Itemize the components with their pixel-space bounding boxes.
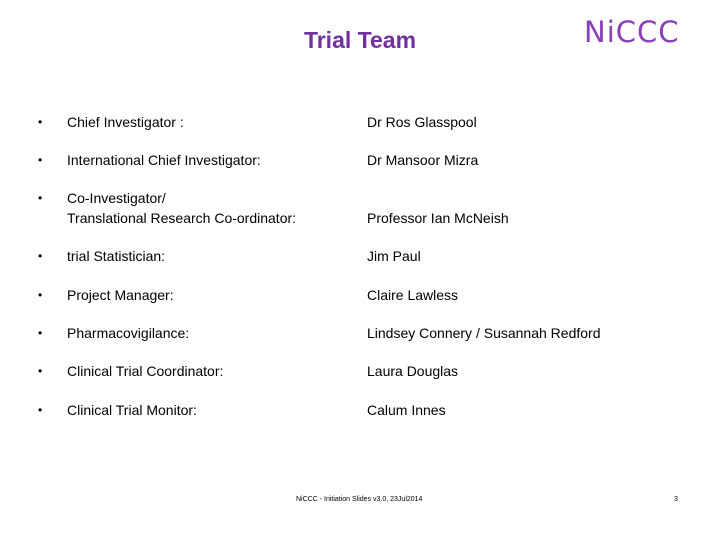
bullet-icon: •: [38, 326, 43, 340]
team-row-clinical-trial-coordinator: [0, 362, 720, 382]
role-label: trial Statistician:: [67, 248, 166, 264]
role-label: Clinical Trial Coordinator:: [67, 363, 224, 379]
page-number: 3: [674, 496, 678, 503]
team-row-project-manager: [0, 286, 720, 306]
role-label: Clinical Trial Monitor:: [67, 402, 197, 418]
person-name: Calum Innes: [367, 402, 446, 418]
bullet-icon: •: [38, 403, 43, 417]
bullet-icon: •: [38, 153, 43, 167]
role-label: Project Manager:: [67, 287, 174, 303]
bullet-icon: •: [38, 364, 43, 378]
slide-title: Trial Team: [303, 27, 417, 53]
person-name: Jim Paul: [367, 248, 421, 264]
person-name: Laura Douglas: [367, 363, 459, 379]
role-label: International Chief Investigator:: [67, 152, 261, 168]
bullet-icon: •: [38, 115, 43, 129]
team-row-clinical-trial-monitor: [0, 401, 720, 421]
bullet-icon: •: [38, 249, 43, 263]
team-row-co-investigator: [0, 189, 720, 229]
role-label-line1: Co-Investigator/: [67, 190, 166, 206]
niccc-logo: NiCCC: [584, 15, 680, 49]
role-label: Chief Investigator :: [67, 114, 184, 130]
team-row-international-chief-investigator: [0, 151, 720, 171]
footer-text: NiCCC - Initiation Slides v3.0, 23Jul2014: [296, 496, 423, 503]
team-row-pharmacovigilance: [0, 324, 720, 344]
person-name: Professor Ian McNeish: [367, 210, 509, 226]
role-label-line2: Translational Research Co-ordinator:: [67, 210, 297, 226]
person-name: Claire Lawless: [367, 287, 459, 303]
team-row-trial-statistician: [0, 247, 720, 267]
team-row-chief-investigator: [0, 113, 720, 133]
person-name: Lindsey Connery / Susannah Redford: [367, 325, 601, 341]
bullet-icon: •: [38, 288, 43, 302]
person-name: Dr Ros Glasspool: [367, 114, 477, 130]
bullet-icon: •: [38, 191, 43, 205]
person-name: Dr Mansoor Mizra: [367, 152, 479, 168]
role-label: Pharmacovigilance:: [67, 325, 190, 341]
